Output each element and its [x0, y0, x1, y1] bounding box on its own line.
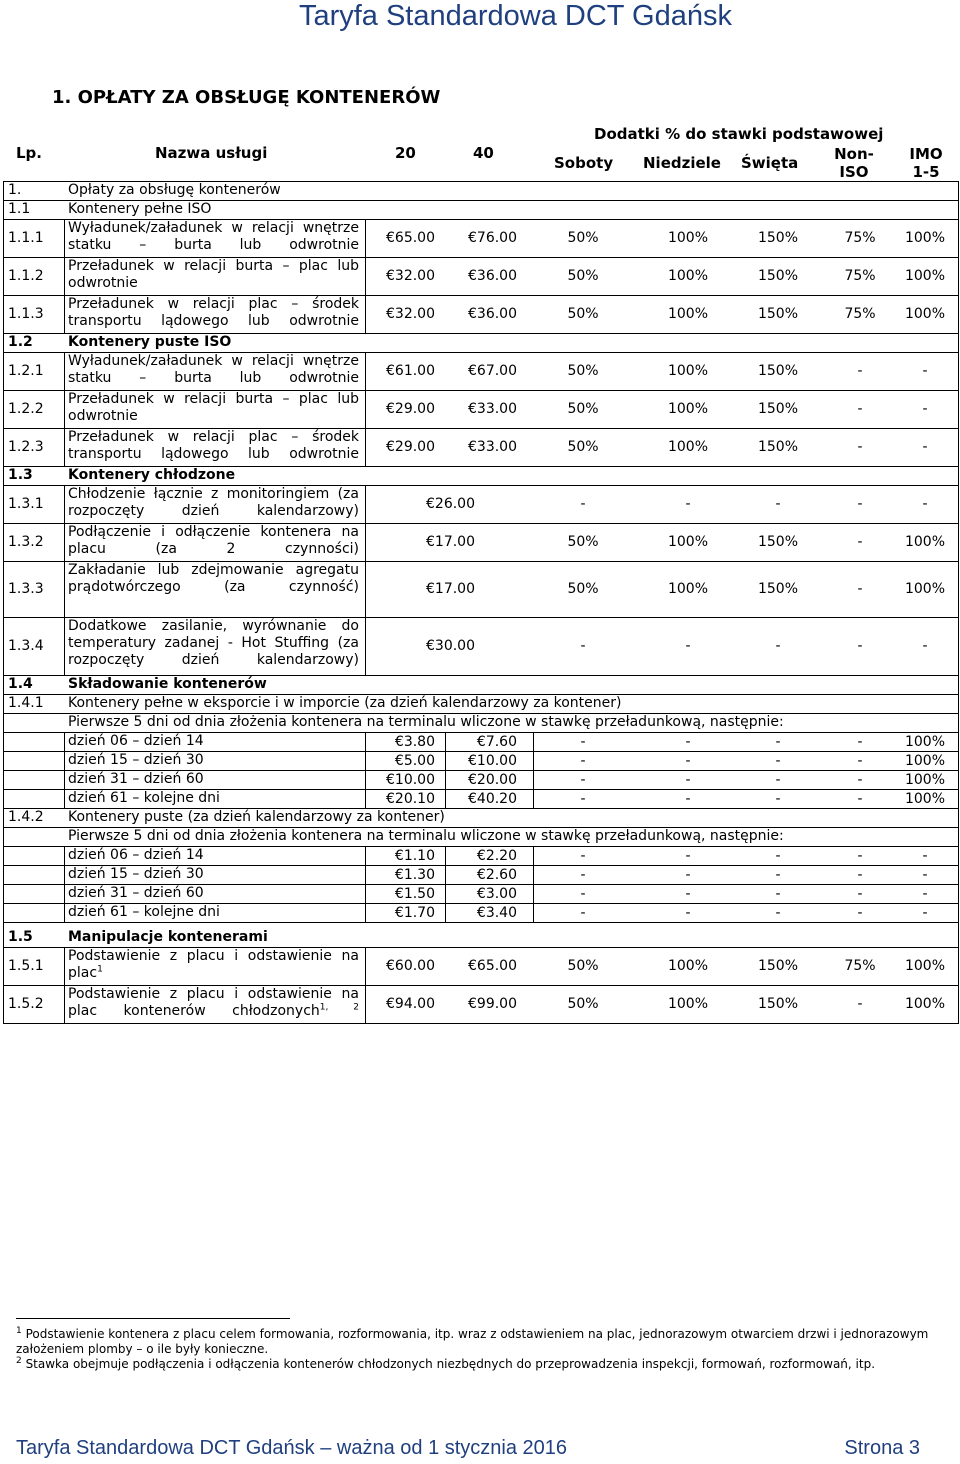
price-20ft: €94.00 [386, 996, 435, 1012]
header-swieta: Święta [741, 154, 799, 172]
row-number: 1.2.1 [8, 363, 44, 379]
surcharge-non-iso: - [857, 886, 863, 902]
surcharge-sunday: - [685, 638, 691, 654]
surcharge-saturday: 50% [567, 996, 599, 1012]
column-border [64, 257, 65, 295]
header-40: 40 [473, 144, 494, 162]
header-20: 20 [395, 144, 416, 162]
footer-title: Taryfa Standardowa DCT Gdańsk – ważna od 1 stycznia 2016 [16, 1437, 568, 1459]
surcharge-imo: - [922, 363, 928, 379]
surcharge-saturday: 50% [567, 306, 599, 322]
surcharge-imo: - [922, 401, 928, 417]
column-border [365, 884, 366, 903]
row-number: 1.3.3 [8, 581, 44, 597]
surcharge-sunday: 100% [667, 534, 709, 550]
service-name-text: dzień 31 – dzień 60 [68, 885, 204, 901]
row-number: 1.1.3 [8, 306, 44, 322]
column-border [533, 846, 534, 865]
surcharge-imo: 100% [904, 753, 946, 769]
surcharge-imo: 100% [904, 581, 946, 597]
surcharge-non-iso: - [857, 867, 863, 883]
surcharge-holiday: - [775, 496, 781, 512]
surcharge-saturday: 50% [567, 401, 599, 417]
column-border [64, 523, 65, 561]
price-40ft: €67.00 [468, 363, 517, 379]
surcharge-holiday: - [775, 734, 781, 750]
surcharge-holiday: 150% [757, 306, 799, 322]
surcharge-holiday: - [775, 772, 781, 788]
column-border [533, 770, 534, 789]
surcharge-sunday: 100% [667, 996, 709, 1012]
surcharge-holiday: 150% [757, 534, 799, 550]
column-border [365, 295, 366, 333]
surcharge-non-iso: 75% [844, 268, 876, 284]
surcharge-imo: 100% [904, 230, 946, 246]
surcharge-non-iso: - [857, 905, 863, 921]
column-border [445, 751, 446, 770]
service-name [68, 790, 359, 807]
price-40ft: €36.00 [468, 268, 517, 284]
surcharge-holiday: 150% [757, 268, 799, 284]
section-label: Kontenery puste ISO [68, 334, 232, 350]
column-border [365, 903, 366, 922]
price-20ft: €5.00 [394, 753, 435, 769]
service-name [68, 885, 359, 902]
footnote-ref: 1 [97, 964, 103, 975]
surcharge-holiday: - [775, 638, 781, 654]
service-name [68, 258, 359, 292]
section-number: 1.1 [8, 201, 31, 217]
price-20ft: €29.00 [386, 401, 435, 417]
price-merged: €30.00 [426, 638, 475, 654]
price-20ft: €1.10 [394, 848, 435, 864]
surcharge-saturday: 50% [567, 230, 599, 246]
price-20ft: €10.00 [386, 772, 435, 788]
price-20ft: €32.00 [386, 268, 435, 284]
column-border [365, 751, 366, 770]
header-soboty: Soboty [554, 154, 614, 172]
surcharge-imo: 100% [904, 268, 946, 284]
price-40ft: €10.00 [468, 753, 517, 769]
price-merged: €17.00 [426, 581, 475, 597]
price-40ft: €33.00 [468, 439, 517, 455]
surcharge-sunday: - [685, 848, 691, 864]
column-border [365, 732, 366, 751]
section-number: 1.5 [8, 929, 33, 945]
price-20ft: €20.10 [386, 791, 435, 807]
service-name-text: Podstawienie z placu i odstawienie na plac kontenerów chłodzonych [68, 986, 359, 1019]
column-border [64, 561, 65, 617]
service-name [68, 733, 359, 750]
row-number: 1.3.1 [8, 496, 44, 512]
price-40ft: €40.20 [468, 791, 517, 807]
surcharge-saturday: - [580, 886, 586, 902]
service-name-text: Przeładunek w relacji plac – środek transportu lądowego lub odwrotnie [68, 429, 359, 462]
service-name [68, 296, 359, 330]
column-border [365, 257, 366, 295]
header-imo: IMO 1-5 [909, 145, 943, 181]
service-name [68, 562, 359, 596]
column-border [64, 884, 65, 903]
surcharge-holiday: 150% [757, 363, 799, 379]
surcharge-sunday: 100% [667, 268, 709, 284]
price-20ft: €60.00 [386, 958, 435, 974]
column-border [445, 770, 446, 789]
row-number: 1.5.1 [8, 958, 44, 974]
row-number: 1.2.3 [8, 439, 44, 455]
surcharge-imo: - [922, 867, 928, 883]
service-name-text: Dodatkowe zasilanie, wyrównanie do temperatury zadanej - Hot Stuffing (za rozpoczęty dzień kalendarzowy) [68, 618, 359, 668]
group-number: 1.4.2 [8, 809, 44, 825]
service-name-text: Przeładunek w relacji plac – środek transportu lądowego lub odwrotnie [68, 296, 359, 329]
surcharge-sunday: 100% [667, 230, 709, 246]
section-number: 1.4 [8, 676, 33, 692]
surcharge-holiday: 150% [757, 439, 799, 455]
document-title: Taryfa Standardowa DCT Gdańsk [298, 0, 732, 32]
surcharge-holiday: 150% [757, 581, 799, 597]
service-name [68, 986, 359, 1020]
service-name [68, 904, 359, 921]
column-border [365, 561, 366, 617]
price-20ft: €3.80 [394, 734, 435, 750]
column-border [64, 903, 65, 922]
price-40ft: €3.00 [476, 886, 517, 902]
surcharge-non-iso: - [857, 363, 863, 379]
group-note: Pierwsze 5 dni od dnia złożenia kontenera na terminalu wliczone w stawkę przeładunkową, następnie: [68, 828, 784, 844]
surcharge-holiday: - [775, 848, 781, 864]
column-border [64, 617, 65, 675]
service-name [68, 353, 359, 387]
service-name-text: Podstawienie z placu i odstawienie na plac [68, 948, 359, 981]
section-number: 1.2 [8, 334, 33, 350]
price-40ft: €33.00 [468, 401, 517, 417]
surcharge-non-iso: - [857, 401, 863, 417]
price-40ft: €99.00 [468, 996, 517, 1012]
page-number: Strona 3 [844, 1437, 920, 1459]
service-name-text: dzień 61 – kolejne dni [68, 904, 220, 920]
service-name [68, 391, 359, 425]
column-border [64, 352, 65, 390]
surcharge-sunday: 100% [667, 958, 709, 974]
page-footer [16, 1437, 920, 1460]
service-name [68, 847, 359, 864]
surcharge-holiday: 150% [757, 230, 799, 246]
row-number: 1.2.2 [8, 401, 44, 417]
price-40ft: €3.40 [476, 905, 517, 921]
surcharge-imo: 100% [904, 734, 946, 750]
surcharge-saturday: 50% [567, 268, 599, 284]
surcharge-imo: 100% [904, 958, 946, 974]
service-name-text: Wyładunek/załadunek w relacji wnętrze statku – burta lub odwrotnie [68, 220, 359, 253]
column-border [365, 846, 366, 865]
service-name [68, 524, 359, 558]
surcharge-non-iso: - [857, 439, 863, 455]
surcharge-holiday: - [775, 905, 781, 921]
surcharge-non-iso: 75% [844, 230, 876, 246]
surcharge-imo: 100% [904, 534, 946, 550]
surcharge-imo: 100% [904, 306, 946, 322]
header-dodatki: Dodatki % do stawki podstawowej [594, 125, 884, 143]
section-number: 1.3 [8, 467, 33, 483]
surcharge-saturday: - [580, 905, 586, 921]
surcharge-saturday: - [580, 496, 586, 512]
surcharge-sunday: 100% [667, 439, 709, 455]
column-border [64, 751, 65, 770]
surcharge-saturday: - [580, 772, 586, 788]
service-name-text: dzień 61 – kolejne dni [68, 790, 220, 806]
header-niedziele: Niedziele [643, 154, 721, 172]
row-number: 1.1.1 [8, 230, 44, 246]
surcharge-imo: - [922, 439, 928, 455]
header-lp: Lp. [16, 144, 42, 162]
surcharge-non-iso: - [857, 581, 863, 597]
price-40ft: €20.00 [468, 772, 517, 788]
surcharge-non-iso: - [857, 534, 863, 550]
surcharge-non-iso: - [857, 734, 863, 750]
surcharge-non-iso: 75% [844, 958, 876, 974]
footnote-2: $^2$ Stawka obejmuje podłączenia i odłączenia kontenerów chłodzonych niezbędnych do przeprowadzenia inspekcji, formowań, rozformowań, itp. [16, 1356, 876, 1371]
column-border [533, 884, 534, 903]
column-border [365, 947, 366, 985]
footnote-separator [16, 1318, 290, 1319]
surcharge-holiday: 150% [757, 996, 799, 1012]
surcharge-saturday: - [580, 848, 586, 864]
service-name-text: Wyładunek/załadunek w relacji wnętrze statku – burta lub odwrotnie [68, 353, 359, 386]
section-number: 1. [8, 182, 22, 198]
service-name [68, 771, 359, 788]
surcharge-non-iso: - [857, 791, 863, 807]
column-border [365, 617, 366, 675]
surcharge-holiday: 150% [757, 401, 799, 417]
surcharge-imo: 100% [904, 791, 946, 807]
price-40ft: €2.20 [476, 848, 517, 864]
surcharge-non-iso: 75% [844, 306, 876, 322]
surcharge-sunday: 100% [667, 363, 709, 379]
surcharge-sunday: 100% [667, 401, 709, 417]
surcharge-holiday: 150% [757, 958, 799, 974]
column-border [64, 219, 65, 257]
price-merged: €26.00 [426, 496, 475, 512]
service-name-text: Podłączenie i odłączenie kontenera na placu (za 2 czynności) [68, 524, 359, 557]
column-border [445, 732, 446, 751]
column-border [64, 390, 65, 428]
surcharge-saturday: 50% [567, 581, 599, 597]
column-border [445, 884, 446, 903]
surcharge-saturday: - [580, 867, 586, 883]
price-40ft: €7.60 [476, 734, 517, 750]
row-border [3, 922, 958, 923]
column-border [64, 295, 65, 333]
column-border [533, 751, 534, 770]
section-label: Kontenery pełne ISO [68, 201, 212, 217]
surcharge-saturday: - [580, 753, 586, 769]
column-border [64, 770, 65, 789]
surcharge-saturday: - [580, 791, 586, 807]
surcharge-holiday: - [775, 886, 781, 902]
surcharge-sunday: - [685, 753, 691, 769]
column-border [445, 846, 446, 865]
price-40ft: €2.60 [476, 867, 517, 883]
service-name-text: Przeładunek w relacji burta – plac lub odwrotnie [68, 258, 359, 291]
price-20ft: €1.70 [394, 905, 435, 921]
surcharge-non-iso: - [857, 772, 863, 788]
service-name [68, 866, 359, 883]
footnotes [16, 1327, 944, 1372]
surcharge-imo: - [922, 496, 928, 512]
service-name-text: Przeładunek w relacji burta – plac lub odwrotnie [68, 391, 359, 424]
group-label: Kontenery pełne w eksporcie i w imporcie (za dzień kalendarzowy za kontener) [68, 695, 622, 711]
column-border [365, 352, 366, 390]
column-border [445, 865, 446, 884]
service-name-text: Chłodzenie łącznie z monitoringiem (za rozpoczęty dzień kalendarzowy) [68, 486, 359, 519]
surcharge-saturday: 50% [567, 534, 599, 550]
service-name-text: dzień 31 – dzień 60 [68, 771, 204, 787]
column-border [3, 181, 4, 1024]
surcharge-sunday: - [685, 734, 691, 750]
column-border [64, 732, 65, 751]
surcharge-imo: 100% [904, 772, 946, 788]
price-40ft: €36.00 [468, 306, 517, 322]
column-border [64, 947, 65, 985]
column-border [533, 789, 534, 808]
column-border [365, 865, 366, 884]
price-20ft: €29.00 [386, 439, 435, 455]
service-name [68, 618, 359, 669]
service-name [68, 948, 359, 982]
column-border [365, 219, 366, 257]
column-border [64, 789, 65, 808]
column-border [64, 846, 65, 865]
column-border [533, 865, 534, 884]
footnote-ref: 1, 2 [319, 1002, 359, 1013]
price-20ft: €65.00 [386, 230, 435, 246]
column-border [445, 903, 446, 922]
surcharge-non-iso: - [857, 848, 863, 864]
surcharge-holiday: - [775, 867, 781, 883]
price-20ft: €61.00 [386, 363, 435, 379]
price-20ft: €1.50 [394, 886, 435, 902]
price-20ft: €1.30 [394, 867, 435, 883]
surcharge-sunday: - [685, 791, 691, 807]
surcharge-sunday: - [685, 867, 691, 883]
row-border [3, 1023, 958, 1024]
surcharge-non-iso: - [857, 638, 863, 654]
surcharge-imo: - [922, 886, 928, 902]
surcharge-non-iso: - [857, 996, 863, 1012]
column-border [365, 789, 366, 808]
surcharge-imo: 100% [904, 996, 946, 1012]
surcharge-saturday: 50% [567, 958, 599, 974]
service-name-text: dzień 06 – dzień 14 [68, 847, 204, 863]
price-40ft: €76.00 [468, 230, 517, 246]
service-name-text: dzień 15 – dzień 30 [68, 752, 204, 768]
service-name [68, 752, 359, 769]
price-20ft: €32.00 [386, 306, 435, 322]
surcharge-imo: - [922, 638, 928, 654]
surcharge-sunday: - [685, 772, 691, 788]
price-merged: €17.00 [426, 534, 475, 550]
row-number: 1.1.2 [8, 268, 44, 284]
group-note: Pierwsze 5 dni od dnia złożenia kontenera na terminalu wliczone w stawkę przeładunkową, następnie: [68, 714, 784, 730]
column-border [365, 523, 366, 561]
surcharge-saturday: 50% [567, 363, 599, 379]
service-name [68, 429, 359, 463]
header-name: Nazwa usługi [155, 144, 268, 162]
row-number: 1.3.4 [8, 638, 44, 654]
surcharge-saturday: 50% [567, 439, 599, 455]
section-label: Manipulacje kontenerami [68, 929, 268, 945]
surcharge-saturday: - [580, 638, 586, 654]
column-border [365, 428, 366, 466]
column-border [64, 985, 65, 1023]
footnote-1: $^1$ Podstawienie kontenera z placu celem formowania, rozformowania, itp. wraz z odstawieniem na plac, jednorazowym otwarciem drzwi i jednorazowym założeniem plomby – o ile były konieczne. [16, 1326, 929, 1356]
surcharge-imo: - [922, 905, 928, 921]
service-name [68, 486, 359, 520]
column-border [365, 770, 366, 789]
column-border [365, 485, 366, 523]
section-title: 1. OPŁATY ZA OBSŁUGĘ KONTENERÓW [52, 87, 441, 108]
surcharge-sunday: 100% [667, 581, 709, 597]
service-name-text: dzień 15 – dzień 30 [68, 866, 204, 882]
column-border [365, 985, 366, 1023]
row-number: 1.5.2 [8, 996, 44, 1012]
service-name-text: Zakładanie lub zdejmowanie agregatu prądotwórczego (za czynność) [68, 562, 359, 595]
group-number: 1.4.1 [8, 695, 44, 711]
section-label: Kontenery chłodzone [68, 467, 236, 483]
service-name-text: dzień 06 – dzień 14 [68, 733, 204, 749]
surcharge-sunday: - [685, 886, 691, 902]
column-border [64, 865, 65, 884]
column-border [64, 485, 65, 523]
column-border [533, 732, 534, 751]
header-non-iso: Non- ISO [834, 145, 874, 181]
surcharge-sunday: - [685, 905, 691, 921]
service-name [68, 220, 359, 254]
group-label: Kontenery puste (za dzień kalendarzowy za kontener) [68, 809, 445, 825]
surcharge-imo: - [922, 848, 928, 864]
column-border [64, 428, 65, 466]
section-label: Opłaty za obsługę kontenerów [68, 182, 281, 198]
surcharge-sunday: 100% [667, 306, 709, 322]
surcharge-non-iso: - [857, 496, 863, 512]
surcharge-non-iso: - [857, 753, 863, 769]
surcharge-holiday: - [775, 753, 781, 769]
section-label: Składowanie kontenerów [68, 676, 267, 692]
column-border [365, 390, 366, 428]
surcharge-sunday: - [685, 496, 691, 512]
surcharge-holiday: - [775, 791, 781, 807]
column-border [445, 789, 446, 808]
price-40ft: €65.00 [468, 958, 517, 974]
column-border [533, 903, 534, 922]
surcharge-saturday: - [580, 734, 586, 750]
row-number: 1.3.2 [8, 534, 44, 550]
